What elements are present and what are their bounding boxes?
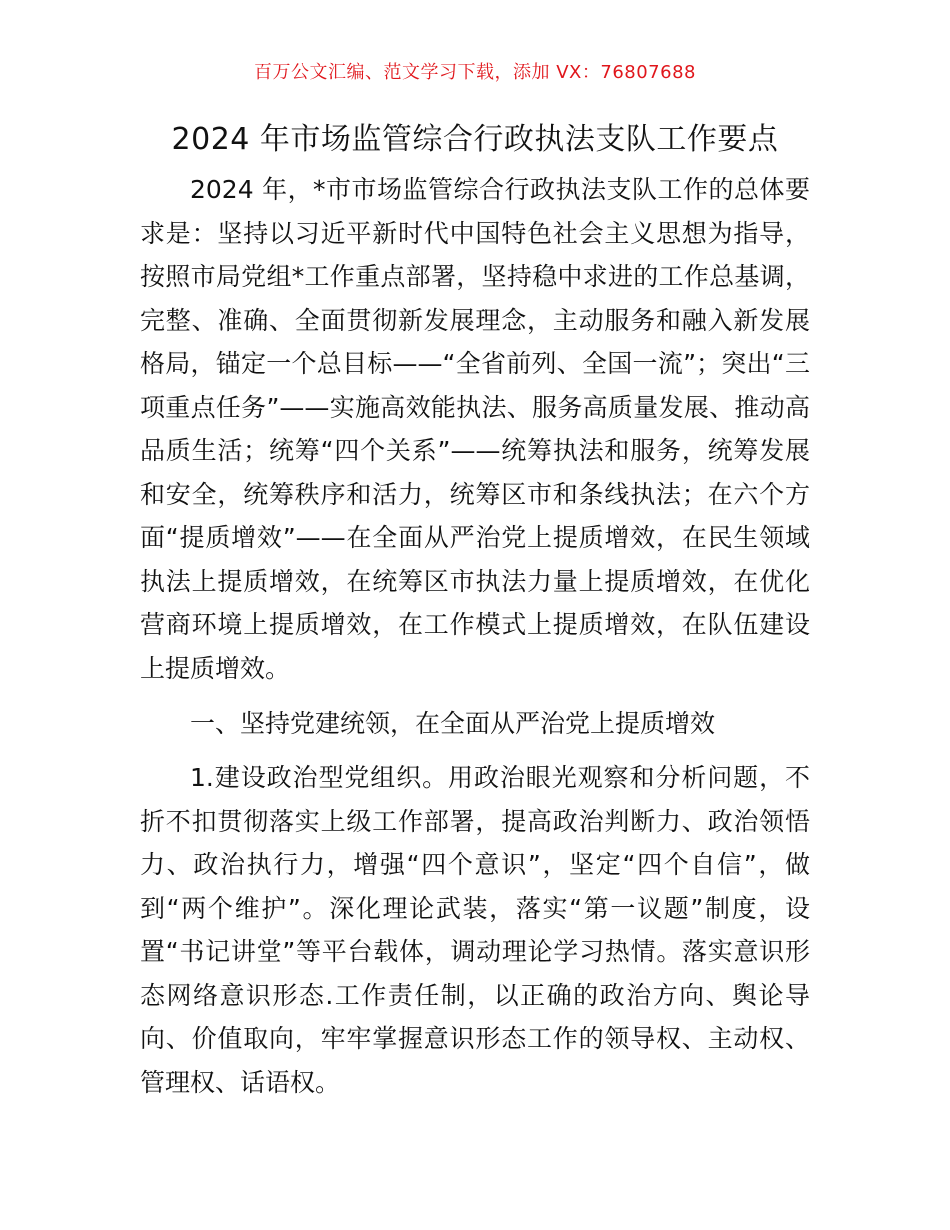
- paragraph-item-1: 1.建设政治型党组织。用政治眼光观察和分析问题，不折不扣贯彻落实上级工作部署，提高政治判断力、政治领悟力、政治执行力，增强“四个意识”，坚定“四个自信”，做到“两个维护”。深化理论武装，落实“第一议题”制度，设置“书记讲堂”等平台载体，调动理论学习热情。落实意识形态网络意识形态.工作责任制，以正确的政治方向、舆论导向、价值取向，牢牢掌握意识形态工作的领导权、主动权、管理权、话语权。: [140, 763, 810, 1097]
- header-notice: 百万公文汇编、范文学习下载，添加 VX：76807688: [254, 62, 696, 83]
- section-heading-1: 一、坚持党建统领，在全面从严治党上提质增效: [190, 709, 716, 738]
- paragraph-intro: 2024 年，*市市场监管综合行政执法支队工作的总体要求是：坚持以习近平新时代中国特色社会主义思想为指导，按照市局党组*工作重点部署，坚持稳中求进的工作总基调，完整、准确、全面贯彻新发展理念，主动服务和融入新发展格局，锚定一个总目标——“全省前列、全国一流”；突出“三项重点任务”——实施高效能执法、服务高质量发展、推动高品质生活；统筹“四个关系”——统筹执法和服务，统筹发展和安全，统筹秩序和活力，统筹区市和条线执法；在六个方面“提质增效”——在全面从严治党上提质增效，在民生领域执法上提质增效，在统筹区市执法力量上提质增效，在优化营商环境上提质增效，在工作模式上提质增效，在队伍建设上提质增效。: [140, 175, 810, 683]
- document-title: 2024 年市场监管综合行政执法支队工作要点: [171, 122, 779, 157]
